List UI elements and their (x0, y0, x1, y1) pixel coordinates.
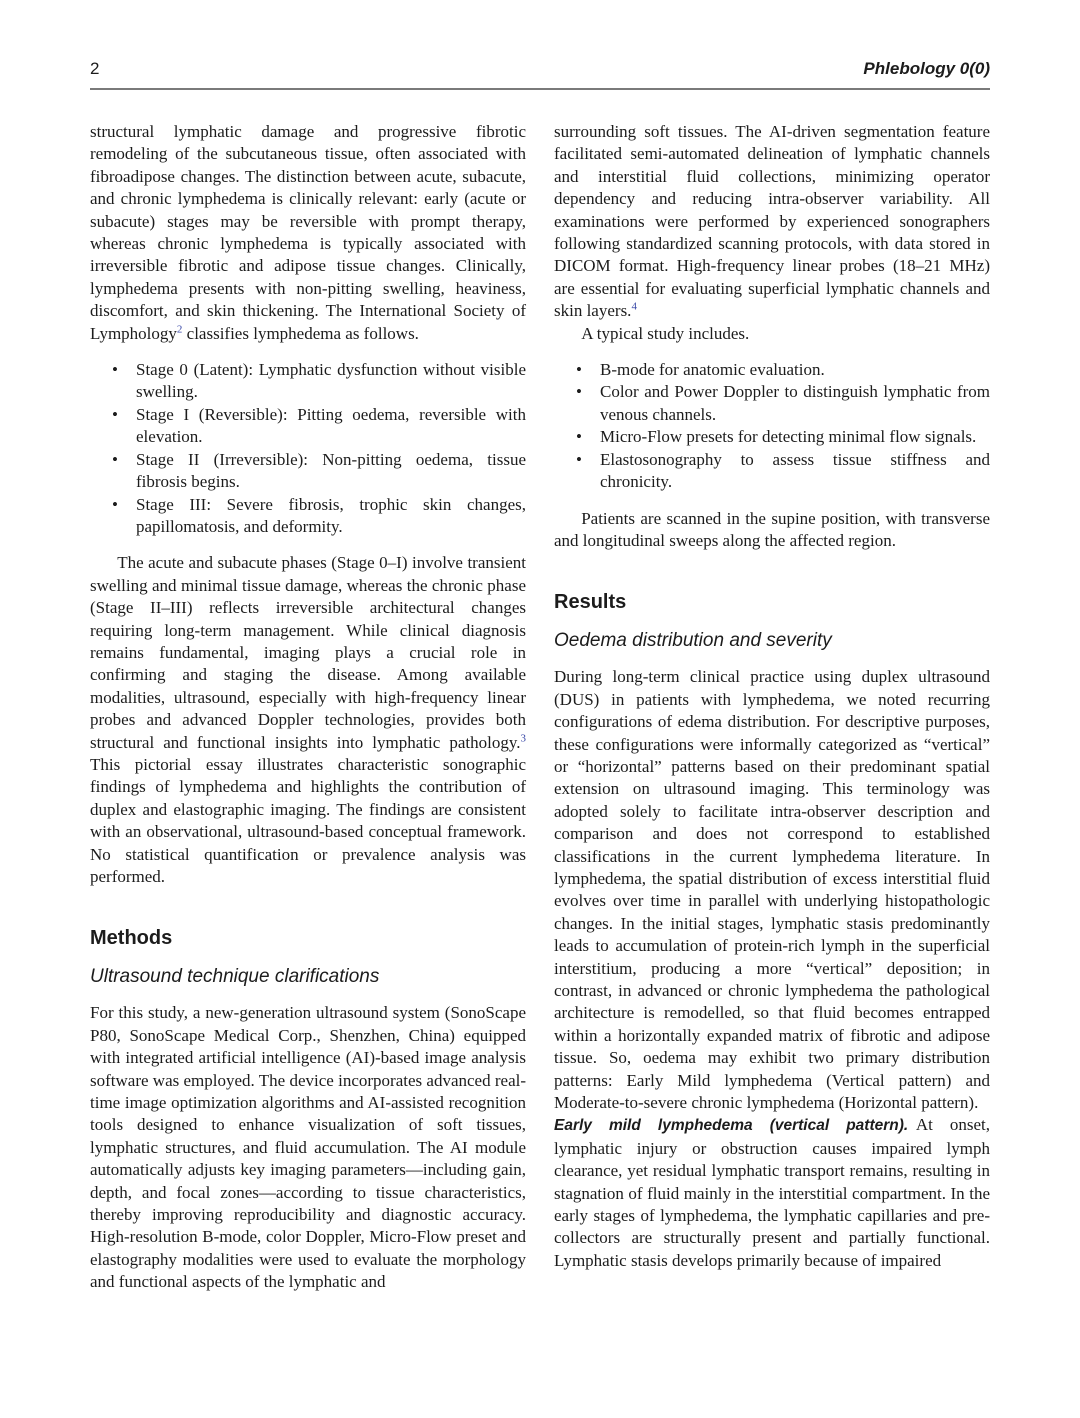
reference-citation-3[interactable]: 3 (520, 731, 526, 744)
list-item-color-doppler: • Color and Power Doppler to distinguish lymphatic from venous channels. (600, 381, 990, 426)
running-head (90, 58, 990, 80)
left-column (90, 121, 526, 1294)
list-item-stage-2: • Stage II (Irreversible): Non-pitting oedema, tissue fibrosis begins. (136, 449, 526, 494)
results-section-heading: Results (554, 591, 627, 614)
header-rule (90, 88, 990, 90)
list-item-stage-1: • Stage I (Reversible): Pitting oedema, reversible with elevation. (136, 404, 526, 449)
list-item-micro-flow: • Micro-Flow presets for detecting minimal flow signals. (600, 426, 990, 448)
paragraph-text: This pictorial essay illustrates characteristic sonographic findings of lymphedema and highlights the contribution of duplex and elastographic imaging. The findings are consistent with an observational, ultrasound-based conceptual framework. No statistical quantification or prevalence analysis was performed. (90, 754, 526, 886)
list-item-stage-0: • Stage 0 (Latent): Lymphatic dysfunction without visible swelling. (136, 359, 526, 404)
paragraph-text: classifies lymphedema as follows. (182, 323, 419, 343)
reference-citation-2[interactable]: 2 (176, 323, 183, 335)
list-item-b-mode: • B-mode for anatomic evaluation. (600, 359, 990, 381)
paragraph-text: At onset, lymphatic injury or obstruction causes impaired lymph clearance, yet residual lymphatic transport remains, resulting in stagnation of fluid mainly in the interstitial compartment. In the early stages of lymphedema, the lymphatic capillaries and pre-collectors are structurally present and partially functional. Lymphatic stasis develops primarily because of impaired (554, 1115, 990, 1270)
lymphedema-stage-list (90, 359, 526, 538)
paragraph-text: structural lymphatic damage and progressive fibrotic remodeling of the subcutaneous tissue, often associated with fibroadipose changes. The distinction between acute, subacute, and chronic lymphedema is clinically relevant: early (acute or subacute) stages may be reversible with prompt therapy, whereas chronic lymphedema is typically associated with irreversible fibrotic and adipose tissue changes. Clinically, lymphedema presents with non-pitting swelling, heaviness, discomfort, and skin thickening. The International Society of Lymphology (90, 122, 526, 343)
paragraph-methods-continuation (554, 121, 990, 323)
journal-title: Phlebology 0(0) (863, 59, 990, 78)
paragraph-intro-continuation (90, 121, 526, 345)
methods-section-heading: Methods (90, 927, 173, 950)
paragraph-patient-position: Patients are scanned in the supine position, with transverse and longitudinal sweeps along the affected region. (554, 508, 990, 550)
list-item-elastosonography: • Elastosonography to assess tissue stiffness and chronicity. (600, 449, 990, 494)
paragraph-phases (90, 552, 526, 888)
ultrasound-technique-subheading: Ultrasound technique clarifications (90, 966, 380, 988)
paragraph-typical-study: A typical study includes. (581, 323, 750, 343)
paragraph-text: surrounding soft tissues. The AI-driven segmentation feature facilitated semi-automated delineation of lymphatic channels and interstitial fluid collections, minimizing operator dependency and reducing intra-observer variability. All examinations were performed by experienced sonographers following standardized scanning protocols, with data stored in DICOM format. High-frequency linear probes (18–21 MHz) are essential for evaluating superficial lymphatic channels and skin layers. (554, 122, 990, 321)
early-mild-runin-heading: Early mild lymphedema (vertical pattern). (554, 1117, 909, 1135)
oedema-distribution-subheading: Oedema distribution and severity (554, 630, 832, 652)
paragraph-text: The acute and subacute phases (Stage 0–I) involve transient swelling and minimal tissue damage, whereas the chronic phase (Stage II–III) reflects irreversible architectural changes requiring long-term management. While clinical diagnosis remains fundamental, imaging plays a crucial role in confirming and staging the disease. Among available modalities, ultrasound, especially with high-frequency linear probes and advanced Doppler technologies, provides both structural and functional insights into lymphatic pathology. (90, 553, 526, 752)
reference-citation-4[interactable]: 4 (631, 300, 637, 313)
study-components-list (554, 359, 990, 493)
paragraph-early-mild-lymphedema (554, 1114, 990, 1272)
two-column-body (90, 121, 990, 1294)
list-item-stage-3: • Stage III: Severe fibrosis, trophic skin changes, papillomatosis, and deformity. (136, 494, 526, 539)
right-column (554, 121, 990, 1294)
page-number: 2 (90, 59, 100, 78)
paragraph-methods: For this study, a new-generation ultrasound system (SonoScape P80, SonoScape Medical Corp., Shenzhen, China) equipped with integrated artificial intelligence (AI)-based image analysis software was employed. The device incorporates advanced real-time image optimization algorithms and AI-assisted recognition tools designed to enhance visualization of soft tissues, lymphatic structures, and fluid accumulation. The AI module automatically adjusts key imaging parameters—including gain, depth, and focal zones—according to tissue characteristics, thereby improving reproducibility and diagnostic accuracy. High-resolution B-mode, color Doppler, Micro-Flow preset and elastography modalities were used to evaluate the morphology and functional aspects of the lymphatic and (90, 1003, 526, 1292)
paragraph-oedema-distribution: During long-term clinical practice using duplex ultrasound (DUS) in patients with lymphedema, we noted recurring configurations of edema distribution. For descriptive purposes, these configurations were informally categorized as “vertical” or “horizontal” patterns based on their predominant spatial extension on ultrasound imaging. This terminology was adopted solely to facilitate intra-observer description and comparison and does not correspond to established classifications in the current lymphedema literature. In lymphedema, the spatial distribution of excess interstitial fluid evolves over time in parallel with underlying histopathologic changes. In the initial stages, lymphatic stasis predominantly leads to accumulation of protein-rich lymph in the superficial interstitium, producing a more “vertical” deposition; in contrast, in advanced or chronic lymphedema the pathological architecture is remodelled, so that fluid becomes entrapped within a horizontally expanded matrix of fibrotic and adipose tissue. So, oedema may exhibit two primary distribution patterns: Early Mild lymphedema (Vertical pattern) and Moderate-to-severe chronic lymphedema (Horizontal pattern). (554, 667, 990, 1113)
